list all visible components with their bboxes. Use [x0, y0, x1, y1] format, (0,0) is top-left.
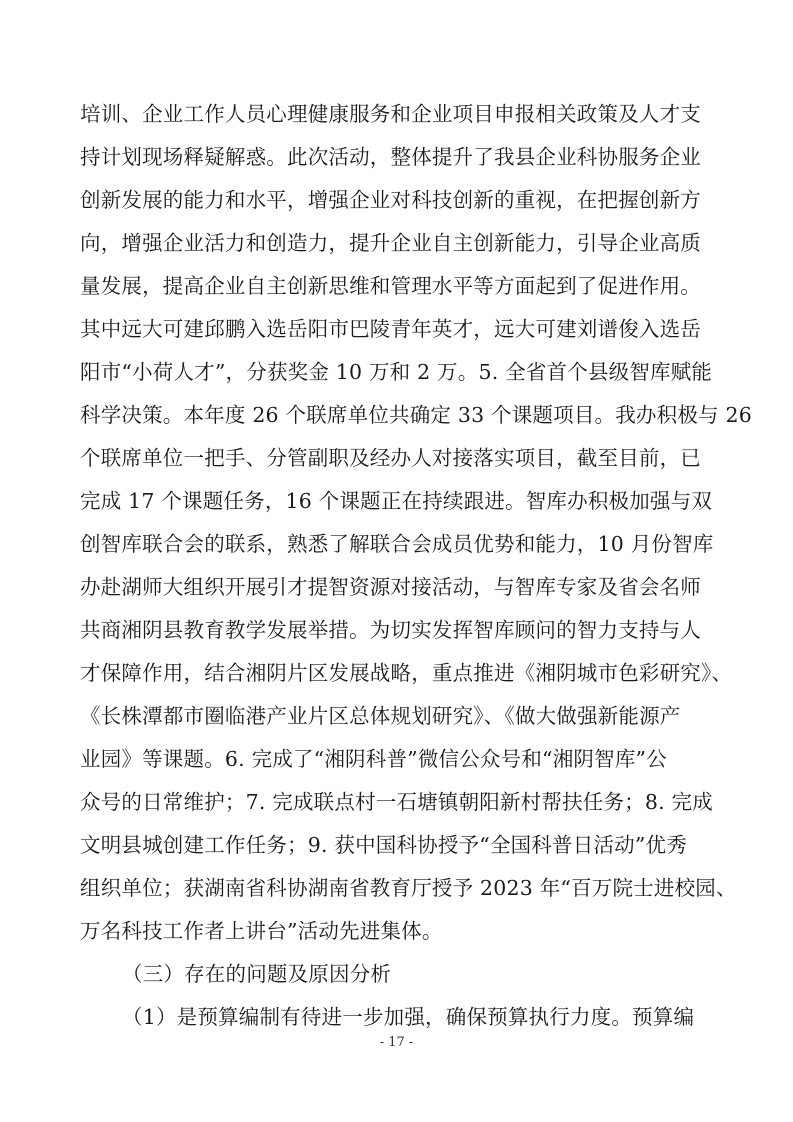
section-heading: （三）存在的问题及原因分析 [122, 962, 392, 986]
body-line: 业园》等课题。6. 完成了“湘阴科普”微信公众号和“湘阴智库”公 [80, 747, 667, 771]
body-line: 文明县城创建工作任务；9. 获中国科协授予“全国科普日活动”优秀 [80, 833, 687, 857]
body-line: 其中远大可建邱鹏入选岳阳市巴陵青年英才，远大可建刘谱俊入选岳 [80, 317, 701, 341]
body-line: 才保障作用，结合湘阴片区发展战略，重点推进《湘阴城市色彩研究》、 [80, 661, 733, 685]
body-line: 组织单位；获湖南省科协湖南省教育厅授予 2023 年“百万院士进校园、 [80, 876, 737, 900]
body-line: 个联席单位一把手、分管副职及经办人对接落实项目，截至目前，已 [80, 446, 701, 470]
body-line: 科学决策。本年度 26 个联席单位共确定 33 个课题项目。我办积极与 26 [80, 403, 752, 427]
body-line: 持计划现场释疑解惑。此次活动，整体提升了我县企业科协服务企业 [80, 145, 701, 169]
body-line: （1）是预算编制有待进一步加强，确保预算执行力度。预算编 [122, 1005, 695, 1029]
body-line: 阳市“小荷人才”，分获奖金 10 万和 2 万。5. 全省首个县级智库赋能 [80, 360, 713, 384]
body-line: 创新发展的能力和水平，增强企业对科技创新的重视，在把握创新方 [80, 188, 701, 212]
body-line: 培训、企业工作人员心理健康服务和企业项目申报相关政策及人才支 [80, 102, 701, 126]
body-line: 《长株潭都市圈临港产业片区总体规划研究》、《做大做强新能源产 [80, 704, 681, 728]
body-line: 万名科技工作者上讲台”活动先进集体。 [80, 919, 443, 943]
body-line: 量发展，提高企业自主创新思维和管理水平等方面起到了促进作用。 [80, 274, 701, 298]
body-line: 完成 17 个课题任务，16 个课题正在持续跟进。智库办积极加强与双 [80, 489, 713, 513]
body-line: 众号的日常维护；7. 完成联点村一石塘镇朝阳新村帮扶任务；8. 完成 [80, 790, 713, 814]
body-line: 办赴湖师大组织开展引才提智资源对接活动，与智库专家及省会名师 [80, 575, 701, 599]
body-line: 向，增强企业活力和创造力，提升企业自主创新能力，引导企业高质 [80, 231, 701, 255]
page-number: - 17 - [379, 1035, 414, 1050]
body-line: 创智库联合会的联系，熟悉了解联合会成员优势和能力，10 月份智库 [80, 532, 714, 556]
body-line: 共商湘阴县教育教学发展举措。为切实发挥智库顾问的智力支持与人 [80, 618, 701, 642]
